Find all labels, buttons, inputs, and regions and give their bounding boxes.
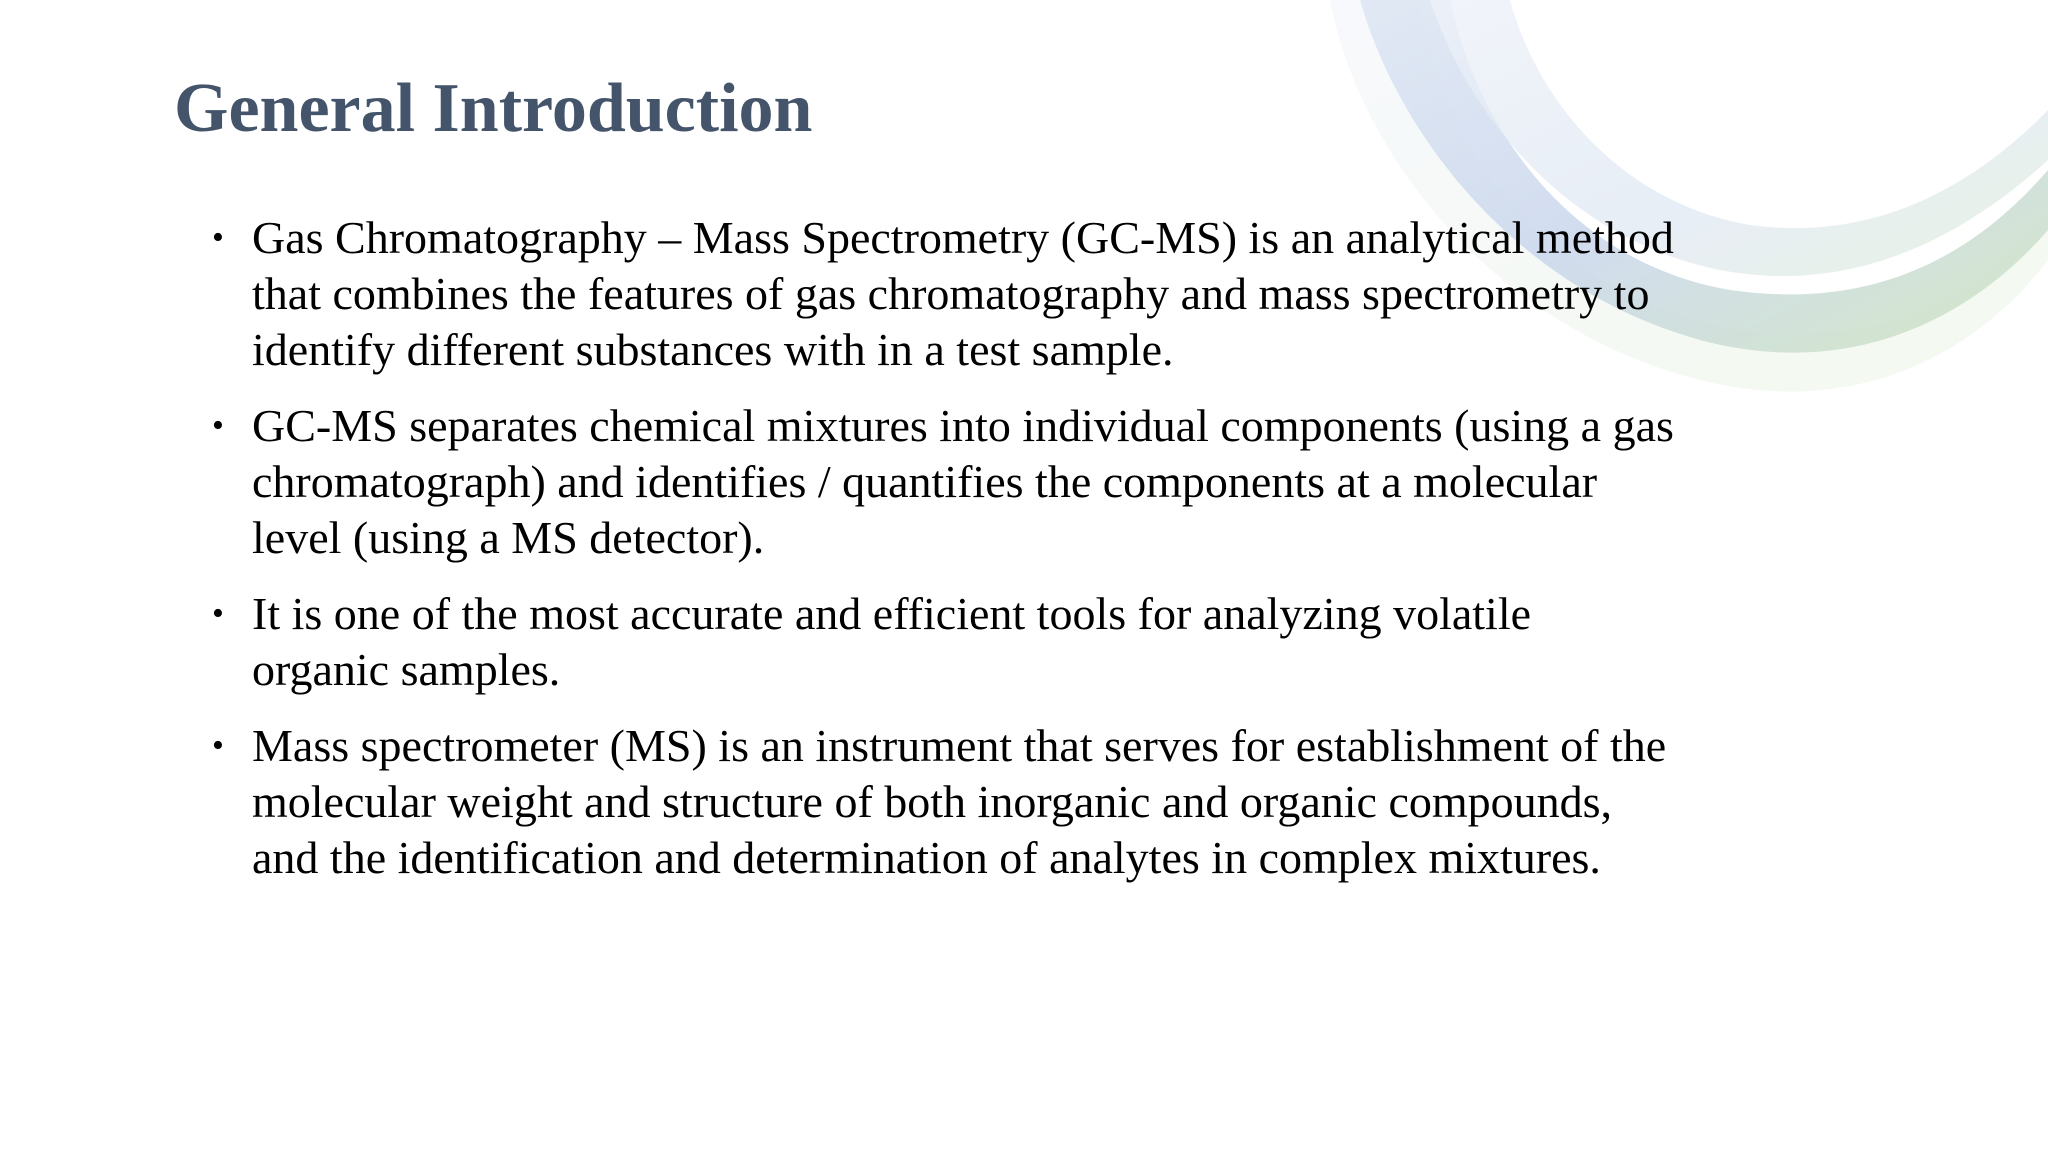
bullet-line: identify different substances with in a test sample. <box>252 324 1174 375</box>
bullet-item <box>212 210 1872 378</box>
bullet-item <box>212 398 1872 566</box>
bullet-dot-icon: • <box>212 595 224 632</box>
bullet-dot-icon: • <box>212 219 224 256</box>
bullet-line: level (using a MS detector). <box>252 512 765 563</box>
bullet-list <box>212 210 1872 906</box>
bullet-line: It is one of the most accurate and efficient tools for analyzing volatile <box>252 588 1532 639</box>
bullet-line: molecular weight and structure of both inorganic and organic compounds, <box>252 776 1613 827</box>
bullet-line: Gas Chromatography – Mass Spectrometry (GC-MS) is an analytical method <box>252 212 1674 263</box>
slide-title: General Introduction <box>174 70 813 147</box>
bullet-line: Mass spectrometer (MS) is an instrument that serves for establishment of the <box>252 720 1667 771</box>
bullet-item <box>212 718 1872 886</box>
bullet-line: organic samples. <box>252 644 561 695</box>
bullet-dot-icon: • <box>212 407 224 444</box>
bullet-item <box>212 586 1872 698</box>
bullet-line: chromatograph) and identifies / quantifies the components at a molecular <box>252 456 1598 507</box>
bullet-line: GC-MS separates chemical mixtures into individual components (using a gas <box>252 400 1674 451</box>
bullet-line: that combines the features of gas chromatography and mass spectrometry to <box>252 268 1650 319</box>
bullet-line: and the identification and determination of analytes in complex mixtures. <box>252 832 1601 883</box>
bullet-dot-icon: • <box>212 727 224 764</box>
